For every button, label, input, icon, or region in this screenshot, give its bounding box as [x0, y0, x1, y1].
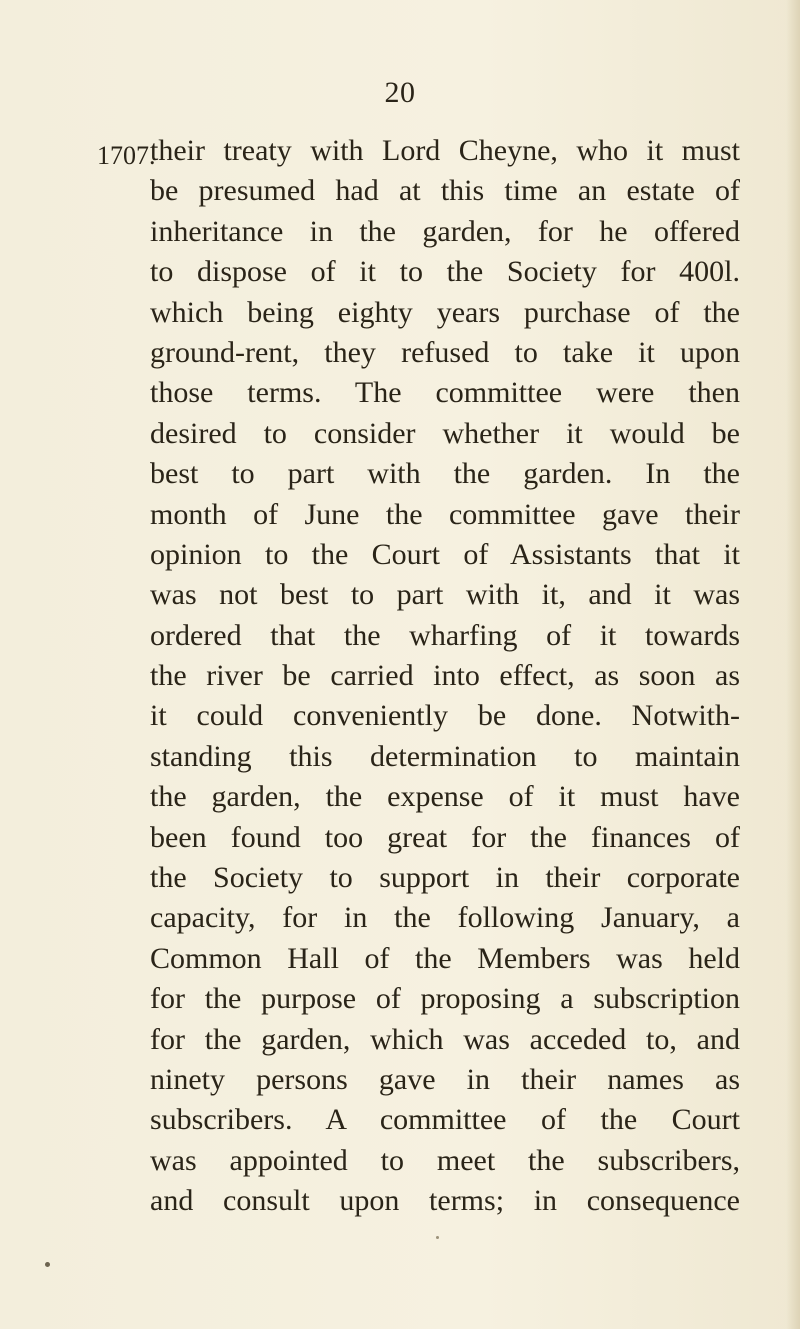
paper-speck — [45, 1262, 50, 1267]
text-line: best to part with the garden. In the — [150, 457, 740, 491]
text-line: to dispose of it to the Society for 400l. — [150, 255, 740, 289]
text-line: month of June the committee gave their — [150, 497, 740, 531]
margin-year-note: 1707. — [97, 141, 156, 170]
text-line: it could conveniently be done. Notwith- — [150, 699, 740, 733]
text-line: the river be carried into effect, as soon as — [150, 659, 740, 693]
text-line: which being eighty years purchase of the — [150, 295, 740, 329]
text-line: inheritance in the garden, for he offered — [150, 214, 740, 248]
text-line: opinion to the Court of Assistants that it — [150, 537, 740, 571]
text-line: standing this determination to maintain — [150, 739, 740, 773]
page-edge-shadow — [786, 0, 800, 1329]
text-line: desired to consider whether it would be — [150, 416, 740, 450]
text-line: their treaty with Lord Cheyne, who it must — [150, 134, 740, 167]
text-line: ninety persons gave in their names as — [150, 1062, 740, 1096]
text-line: Common Hall of the Members was held — [150, 941, 740, 975]
text-line: and consult upon terms; in consequence — [150, 1184, 740, 1218]
text-line: was not best to part with it, and it was — [150, 578, 740, 612]
text-line: ground-rent, they refused to take it upon — [150, 335, 740, 369]
text-line: the garden, the expense of it must have — [150, 780, 740, 814]
text-line: for the garden, which was acceded to, and — [150, 1022, 740, 1056]
text-line: subscribers. A committee of the Court — [150, 1103, 740, 1137]
body-text — [150, 131, 740, 1222]
text-line: be presumed had at this time an estate of — [150, 174, 740, 208]
text-line: for the purpose of proposing a subscription — [150, 982, 740, 1016]
text-line: capacity, for in the following January, a — [150, 901, 740, 935]
text-line: the Society to support in their corporate — [150, 861, 740, 895]
text-line: been found too great for the finances of — [150, 820, 740, 854]
text-line: ordered that the wharfing of it towards — [150, 618, 740, 652]
text-line: was appointed to meet the subscribers, — [150, 1143, 740, 1177]
text-line: those terms. The committee were then — [150, 376, 740, 410]
page-number: 20 — [384, 76, 416, 109]
paper-speck — [436, 1236, 439, 1239]
